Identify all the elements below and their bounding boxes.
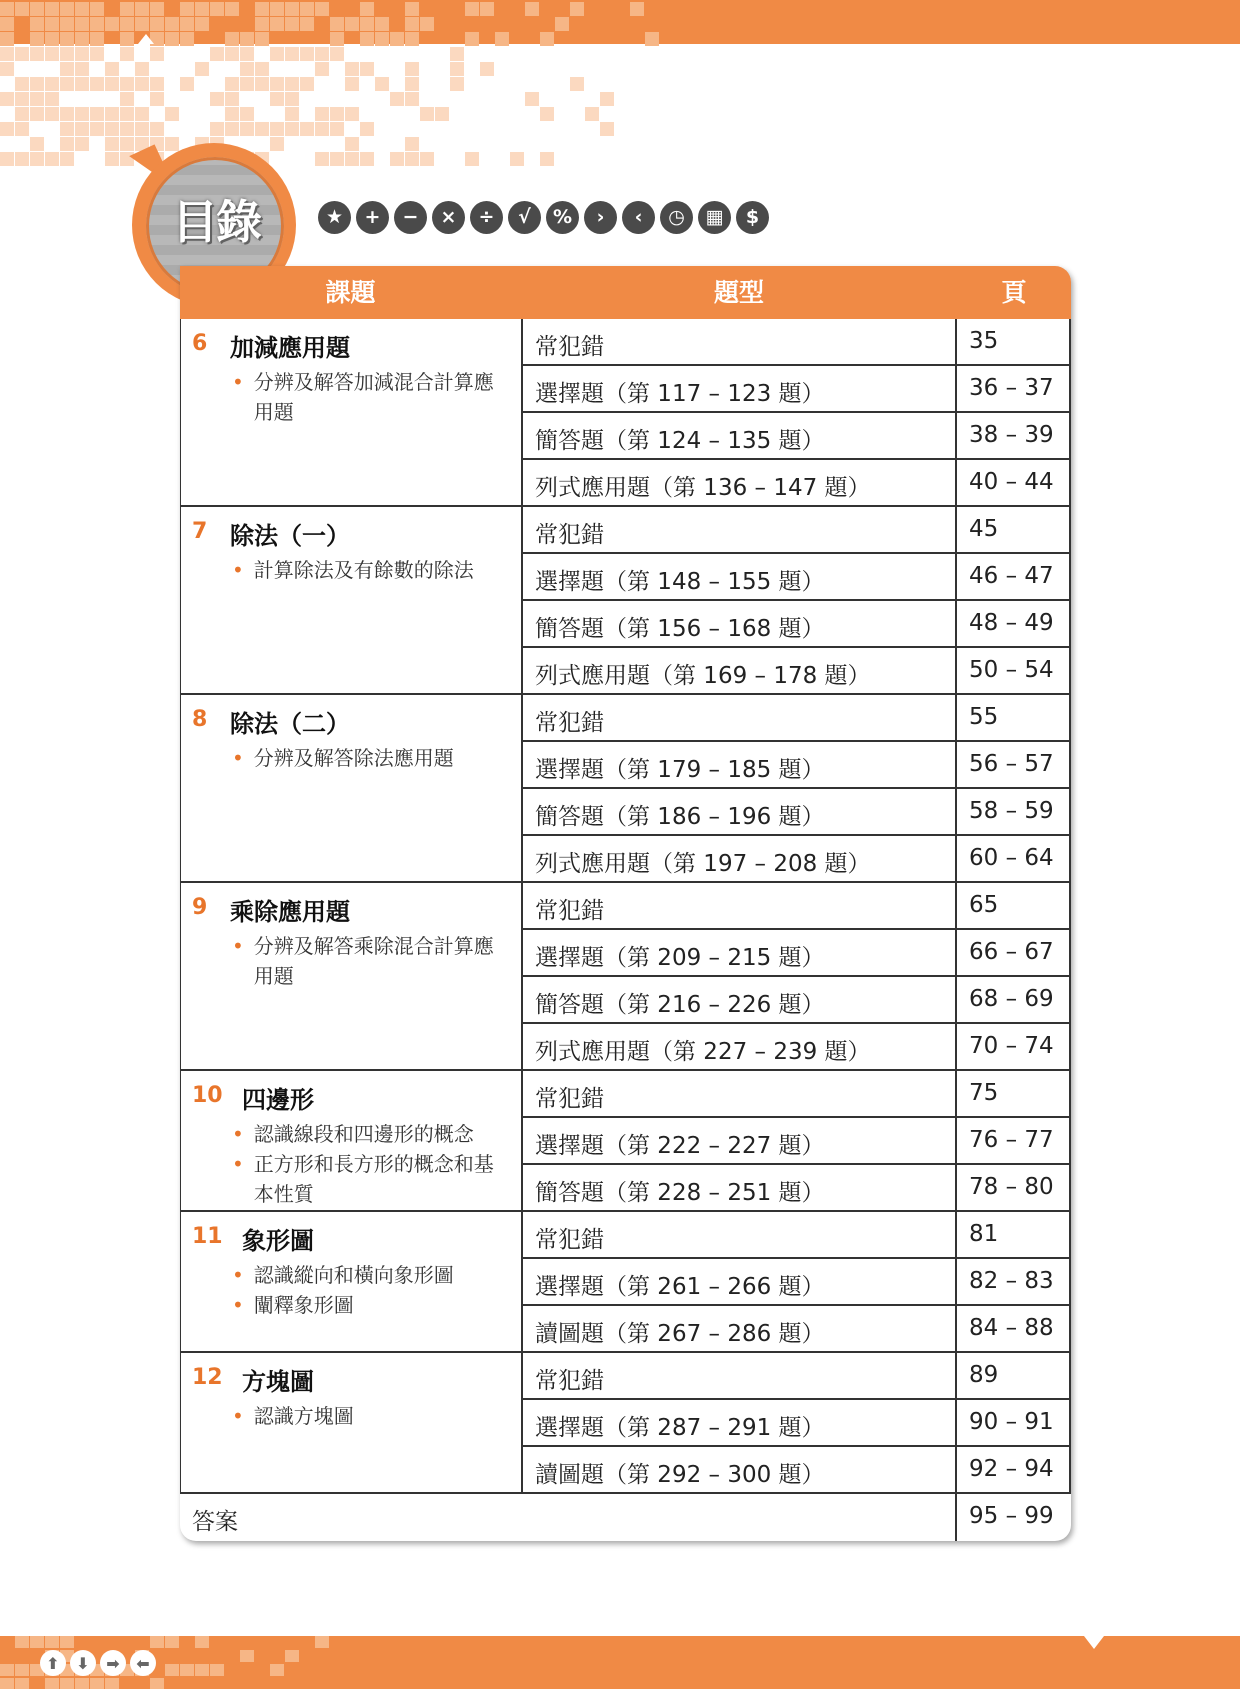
page-number[interactable]: 81 bbox=[969, 1221, 999, 1247]
section-divider bbox=[180, 693, 1071, 695]
page-number[interactable]: 50 – 54 bbox=[969, 657, 1054, 683]
page-number[interactable]: 55 bbox=[969, 704, 999, 730]
question-type[interactable]: 選擇題（第 261 – 266 題） bbox=[535, 1274, 825, 1300]
question-type[interactable]: 讀圖題（第 292 – 300 題） bbox=[535, 1462, 825, 1488]
bullet-icon: • bbox=[232, 1122, 244, 1146]
page-number[interactable]: 46 – 47 bbox=[969, 563, 1054, 589]
question-type[interactable]: 常犯錯 bbox=[535, 522, 604, 548]
question-type[interactable]: 選擇題（第 209 – 215 題） bbox=[535, 945, 825, 971]
page-number[interactable]: 70 – 74 bbox=[969, 1033, 1054, 1059]
question-type[interactable]: 常犯錯 bbox=[535, 710, 604, 736]
topic-number: 12 bbox=[192, 1365, 223, 1390]
question-type[interactable]: 列式應用題（第 197 – 208 題） bbox=[535, 851, 871, 877]
topic-point-text: 分辨及解答除法應用題 bbox=[253, 746, 454, 770]
section-divider bbox=[180, 505, 1071, 507]
bullet-icon: • bbox=[232, 1263, 244, 1287]
sqrt-icon: √ bbox=[508, 201, 541, 234]
row-divider bbox=[521, 1116, 1071, 1118]
page-number[interactable]: 65 bbox=[969, 892, 999, 918]
page-title: 目錄 bbox=[172, 195, 260, 249]
bullet-icon: • bbox=[232, 370, 244, 394]
question-type[interactable]: 選擇題（第 117 – 123 題） bbox=[535, 381, 825, 407]
row-divider bbox=[521, 599, 1071, 601]
answers-page[interactable]: 95 – 99 bbox=[969, 1503, 1054, 1529]
calculator-icon: ▦ bbox=[698, 201, 731, 234]
column-divider bbox=[955, 1353, 957, 1494]
topic-title: 象形圖 bbox=[242, 1227, 314, 1255]
bullet-icon: • bbox=[232, 558, 244, 582]
row-divider bbox=[521, 552, 1071, 554]
page-number[interactable]: 92 – 94 bbox=[969, 1456, 1054, 1482]
page-number[interactable]: 66 – 67 bbox=[969, 939, 1054, 965]
question-type[interactable]: 選擇題（第 179 – 185 題） bbox=[535, 757, 825, 783]
question-type[interactable]: 選擇題（第 148 – 155 題） bbox=[535, 569, 825, 595]
header-type: 題型 bbox=[713, 278, 764, 307]
question-type[interactable]: 讀圖題（第 267 – 286 題） bbox=[535, 1321, 825, 1347]
topic-title: 除法（二） bbox=[230, 710, 350, 738]
arrow-right-icon[interactable]: ➡ bbox=[100, 1650, 126, 1676]
row-divider bbox=[521, 740, 1071, 742]
chevron-right-icon: › bbox=[584, 201, 617, 234]
chevron-left-icon: ‹ bbox=[622, 201, 655, 234]
topic-number: 9 bbox=[192, 895, 208, 920]
column-divider bbox=[521, 1353, 523, 1494]
row-divider bbox=[521, 1163, 1071, 1165]
page-number[interactable]: 58 – 59 bbox=[969, 798, 1054, 824]
plus-icon: + bbox=[356, 201, 389, 234]
page-number[interactable]: 89 bbox=[969, 1362, 999, 1388]
bullet-icon: • bbox=[232, 1293, 244, 1317]
percent-icon: % bbox=[546, 201, 579, 234]
page-navigation bbox=[40, 1650, 156, 1676]
arrow-left-icon[interactable]: ⬅ bbox=[130, 1650, 156, 1676]
row-divider bbox=[521, 1257, 1071, 1259]
topic-title: 方塊圖 bbox=[242, 1368, 314, 1396]
question-type[interactable]: 列式應用題（第 169 – 178 題） bbox=[535, 663, 871, 689]
topic-number: 7 bbox=[192, 519, 208, 544]
column-divider bbox=[521, 883, 523, 1071]
topic-number: 8 bbox=[192, 707, 208, 732]
column-divider bbox=[955, 883, 957, 1071]
question-type[interactable]: 簡答題（第 156 – 168 題） bbox=[535, 616, 825, 642]
minus-icon: − bbox=[394, 201, 427, 234]
table-right-border bbox=[1069, 319, 1071, 1494]
question-type[interactable]: 列式應用題（第 227 – 239 題） bbox=[535, 1039, 871, 1065]
question-type[interactable]: 選擇題（第 287 – 291 題） bbox=[535, 1415, 825, 1441]
row-divider bbox=[521, 1445, 1071, 1447]
times-icon: × bbox=[432, 201, 465, 234]
topic-point bbox=[232, 555, 509, 585]
row-divider bbox=[521, 458, 1071, 460]
arrow-down-icon[interactable]: ⬇ bbox=[70, 1650, 96, 1676]
bullet-icon: • bbox=[232, 1404, 244, 1428]
question-type[interactable]: 簡答題（第 228 – 251 題） bbox=[535, 1180, 825, 1206]
page-number[interactable]: 60 – 64 bbox=[969, 845, 1054, 871]
table-header bbox=[180, 266, 1071, 319]
page-number[interactable]: 90 – 91 bbox=[969, 1409, 1054, 1435]
page-number[interactable]: 56 – 57 bbox=[969, 751, 1054, 777]
page-number[interactable]: 48 – 49 bbox=[969, 610, 1054, 636]
page-number[interactable]: 45 bbox=[969, 516, 999, 542]
page-number[interactable]: 68 – 69 bbox=[969, 986, 1054, 1012]
topic-title: 除法（一） bbox=[230, 522, 350, 550]
column-divider bbox=[521, 695, 523, 883]
question-type[interactable]: 列式應用題（第 136 – 147 題） bbox=[535, 475, 871, 501]
topic-point bbox=[232, 931, 509, 991]
topic-number: 11 bbox=[192, 1224, 223, 1249]
math-icon-row bbox=[318, 201, 769, 235]
section-divider bbox=[180, 881, 1071, 883]
column-divider bbox=[955, 695, 957, 883]
table-of-contents bbox=[180, 266, 1071, 1541]
topic-point bbox=[232, 367, 509, 427]
topic-point-text: 正方形和長方形的概念和基本性質 bbox=[253, 1152, 494, 1206]
page-number[interactable]: 75 bbox=[969, 1080, 999, 1106]
bullet-icon: • bbox=[232, 1152, 244, 1176]
row-divider bbox=[521, 411, 1071, 413]
page-number[interactable]: 78 – 80 bbox=[969, 1174, 1054, 1200]
row-divider bbox=[521, 364, 1071, 366]
page-number[interactable]: 35 bbox=[969, 328, 999, 354]
question-type[interactable]: 選擇題（第 222 – 227 題） bbox=[535, 1133, 825, 1159]
topic-point bbox=[232, 743, 509, 773]
top-pixel-pattern bbox=[0, 0, 670, 170]
row-divider bbox=[521, 928, 1071, 930]
row-divider bbox=[521, 834, 1071, 836]
header-topic: 課題 bbox=[325, 278, 376, 307]
page-number[interactable]: 36 – 37 bbox=[969, 375, 1054, 401]
topic-point-text: 認識線段和四邊形的概念 bbox=[253, 1122, 474, 1146]
row-divider bbox=[521, 1022, 1071, 1024]
row-divider bbox=[521, 1398, 1071, 1400]
top-notch bbox=[138, 34, 154, 44]
topic-point-text: 認識縱向和橫向象形圖 bbox=[253, 1263, 454, 1287]
column-divider bbox=[521, 319, 523, 507]
arrow-up-icon[interactable]: ⬆ bbox=[40, 1650, 66, 1676]
topic-point bbox=[232, 1401, 509, 1431]
topic-number: 6 bbox=[192, 331, 208, 356]
topic-title: 乘除應用題 bbox=[230, 898, 350, 926]
topic-point-text: 分辨及解答加減混合計算應用題 bbox=[253, 370, 494, 424]
topic-point bbox=[232, 1119, 509, 1149]
page-number[interactable]: 76 – 77 bbox=[969, 1127, 1054, 1153]
bottom-notch bbox=[1084, 1636, 1104, 1649]
topic-point bbox=[232, 1290, 509, 1320]
question-type[interactable]: 常犯錯 bbox=[535, 1227, 604, 1253]
page-number[interactable]: 84 – 88 bbox=[969, 1315, 1054, 1341]
column-divider bbox=[955, 1494, 957, 1541]
topic-point-text: 分辨及解答乘除混合計算應用題 bbox=[253, 934, 494, 988]
bullet-icon: • bbox=[232, 934, 244, 958]
question-type[interactable]: 常犯錯 bbox=[535, 1368, 604, 1394]
page-number[interactable]: 82 – 83 bbox=[969, 1268, 1054, 1294]
section-divider bbox=[180, 1210, 1071, 1212]
answers-label[interactable]: 答案 bbox=[192, 1509, 238, 1535]
topic-point bbox=[232, 1149, 509, 1209]
topic-title: 四邊形 bbox=[242, 1086, 314, 1114]
question-type[interactable]: 常犯錯 bbox=[535, 898, 604, 924]
topic-point-text: 認識方塊圖 bbox=[253, 1404, 354, 1428]
topic-point-text: 闡釋象形圖 bbox=[253, 1293, 354, 1317]
topic-title: 加減應用題 bbox=[230, 334, 350, 362]
row-divider bbox=[521, 646, 1071, 648]
column-divider bbox=[955, 507, 957, 695]
clock-icon: ◷ bbox=[660, 201, 693, 234]
row-divider bbox=[521, 1304, 1071, 1306]
divide-icon: ÷ bbox=[470, 201, 503, 234]
column-divider bbox=[521, 1071, 523, 1212]
section-divider bbox=[180, 1069, 1071, 1071]
column-divider bbox=[521, 507, 523, 695]
topic-number: 10 bbox=[192, 1083, 223, 1108]
star-icon: ★ bbox=[318, 201, 351, 234]
topic-point bbox=[232, 1260, 509, 1290]
question-type[interactable]: 常犯錯 bbox=[535, 334, 604, 360]
table-left-border bbox=[180, 319, 181, 1494]
question-type[interactable]: 簡答題（第 186 – 196 題） bbox=[535, 804, 825, 830]
column-divider bbox=[521, 1212, 523, 1353]
column-divider bbox=[955, 1212, 957, 1353]
page-number[interactable]: 38 – 39 bbox=[969, 422, 1054, 448]
row-divider bbox=[521, 787, 1071, 789]
question-type[interactable]: 簡答題（第 216 – 226 題） bbox=[535, 992, 825, 1018]
column-divider bbox=[955, 319, 957, 507]
page-number[interactable]: 40 – 44 bbox=[969, 469, 1054, 495]
row-divider bbox=[521, 975, 1071, 977]
column-divider bbox=[955, 1071, 957, 1212]
question-type[interactable]: 常犯錯 bbox=[535, 1086, 604, 1112]
bullet-icon: • bbox=[232, 746, 244, 770]
dollar-icon: $ bbox=[736, 201, 769, 234]
question-type[interactable]: 簡答題（第 124 – 135 題） bbox=[535, 428, 825, 454]
header-page: 頁 bbox=[1001, 278, 1027, 307]
section-divider bbox=[180, 1492, 1071, 1494]
section-divider bbox=[180, 1351, 1071, 1353]
topic-point-text: 計算除法及有餘數的除法 bbox=[253, 558, 474, 582]
